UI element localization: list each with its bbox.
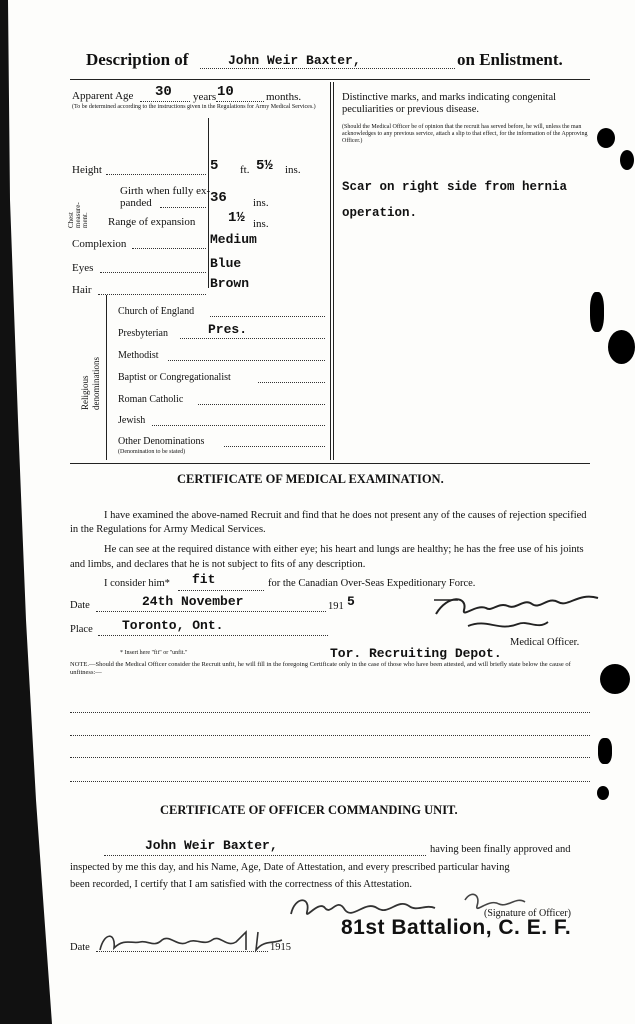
place-line: [98, 635, 328, 636]
medical-para-2: He can see at the required distance with either eye; his heart and lungs are healthy; he has the free use of his joints and limbs, and declares that he is not subject to fits of any description.: [70, 544, 584, 570]
date-line: [96, 611, 326, 612]
signature-of-officer-label: (Signature of Officer): [484, 908, 572, 919]
religion-line-3: [258, 382, 325, 383]
punch-hole-4: [608, 330, 635, 364]
complexion-value: Medium: [210, 232, 257, 247]
officer-date-label: Date: [70, 942, 90, 953]
religion-line-5: [152, 425, 325, 426]
range-ins-label: ins.: [253, 218, 269, 230]
apparent-age-label: Apparent Age: [72, 90, 134, 102]
age-years-value: 30: [155, 84, 172, 100]
recruit-name: John Weir Baxter,: [228, 53, 361, 68]
religion-line-1: [180, 338, 325, 339]
for-the-force: for the Canadian Over-Seas Expeditionary Force.: [268, 578, 476, 589]
punch-hole-6: [598, 738, 612, 764]
marks-line-1: Scar on right side from hernia: [342, 180, 568, 194]
hair-value: Brown: [210, 276, 250, 291]
range-label: Range of expansion: [108, 216, 196, 228]
complexion-line: [132, 248, 206, 249]
unfit-line-3: [70, 757, 590, 758]
medical-certificate-title: CERTIFICATE OF MEDICAL EXAMINATION.: [177, 472, 444, 486]
girth-value: 36: [210, 190, 227, 206]
section-rule: [70, 463, 590, 464]
place-value: Toronto, Ont.: [122, 618, 224, 633]
officer-date-line: [96, 951, 268, 952]
battalion-stamp: 81st Battalion, C. E. F.: [341, 916, 572, 939]
exam-date-value: 24th November: [142, 594, 244, 609]
religious-label: Religious denominations: [80, 357, 101, 410]
religion-methodist: Methodist: [118, 350, 159, 361]
place-label: Place: [70, 624, 93, 635]
marks-line-2: operation.: [342, 206, 418, 220]
unfit-line-4: [70, 781, 590, 782]
height-ins-label: ins.: [285, 164, 301, 176]
years-label: years: [193, 91, 217, 103]
religion-line-0: [210, 316, 325, 317]
girth-ins-label: ins.: [253, 197, 269, 209]
distinctive-marks-label: Distinctive marks, and marks indicating congenital peculiarities or previous disease.: [342, 92, 557, 115]
eyes-value: Blue: [210, 256, 242, 271]
medical-officer-signature: [428, 584, 608, 640]
punch-hole-1: [597, 128, 615, 148]
age-months-value: 10: [217, 84, 234, 100]
scan-shadow-left: [0, 0, 60, 1024]
religion-other: Other Denominations: [118, 436, 205, 447]
religion-jewish: Jewish: [118, 415, 146, 426]
year-digit: 5: [347, 594, 355, 609]
eyes-line: [100, 272, 206, 273]
religion-presbyterian-value: Pres.: [208, 322, 248, 337]
center-divider: [330, 82, 331, 460]
girth-label-1: Girth when fully ex-: [120, 185, 211, 197]
year-prefix: 191: [328, 601, 344, 612]
name-dotted-line: [200, 68, 455, 69]
girth-line: [160, 207, 206, 208]
unfit-line-2: [70, 735, 590, 736]
officer-recruit-name: John Weir Baxter,: [145, 838, 278, 853]
consider-label: I consider him*: [104, 578, 170, 589]
hair-label: Hair: [72, 284, 92, 296]
depot-value: Tor. Recruiting Depot.: [330, 646, 502, 661]
officer-date-year: 1915: [270, 942, 291, 953]
description-of-label: Description of: [86, 50, 189, 69]
officer-para-part3: been recorded, I certify that I am satisfied with the correctness of this Attestation.: [70, 879, 413, 890]
religion-baptist: Baptist or Congregationalist: [118, 372, 231, 383]
officer-name-line: [104, 855, 426, 856]
fit-value: fit: [192, 572, 216, 587]
officer-certificate-title: CERTIFICATE OF OFFICER COMMANDING UNIT.: [160, 803, 458, 817]
ft-label: ft.: [240, 164, 250, 176]
unfit-note: NOTE.—Should the Medical Officer consider the Recruit unfit, he will fill in the foregoing Certificate only in the case of those who have been attested, and will briefly state below the cause of unfitness:—: [70, 661, 571, 676]
value-column-line: [208, 118, 209, 288]
religion-line-6: [224, 446, 325, 447]
religion-church-of-england: Church of England: [118, 306, 195, 317]
medical-officer-note: (Should the Medical Officer be of opinion that the recruit has served before, he will, unless the man acknowledges to any previous service, attach a slip to that effect, for the information of the Approving Officer.): [342, 124, 588, 144]
eyes-label: Eyes: [72, 262, 94, 274]
religion-line-4: [198, 404, 325, 405]
complexion-label: Complexion: [72, 238, 127, 250]
hair-line: [98, 294, 206, 295]
religion-line-2: [168, 360, 325, 361]
on-enlistment-label: on Enlistment.: [457, 50, 563, 69]
religion-bracket: [106, 295, 107, 460]
medical-officer-label: Medical Officer.: [510, 637, 580, 648]
age-note: (To be determined according to the instructions given in the Regulations for Army Medical Services.): [72, 104, 316, 110]
punch-hole-7: [597, 786, 609, 800]
months-label: months.: [266, 91, 302, 103]
punch-hole-5: [600, 664, 630, 694]
center-divider-2: [333, 82, 334, 460]
top-rule: [70, 79, 590, 80]
denomination-note: (Denomination to be stated): [118, 449, 186, 455]
officer-para-part1: having been finally approved and: [430, 844, 571, 855]
fit-line: [178, 590, 264, 591]
chest-label: Chest measure-ment.: [67, 202, 89, 228]
unfit-line-1: [70, 712, 590, 713]
religion-presbyterian: Presbyterian: [118, 328, 168, 339]
age-years-line: [140, 101, 190, 102]
medical-para-1: I have examined the above-named Recruit and find that he does not present any of the causes of rejection specified in the Regulations for Army Medical Services.: [70, 510, 587, 535]
punch-hole-3: [590, 292, 604, 332]
insert-note: * Insert here "fit" or "unfit.": [120, 650, 188, 656]
height-line: [106, 174, 206, 175]
height-ft-value: 5: [210, 158, 219, 174]
range-value: 1½: [228, 210, 245, 226]
height-ins-value: 5½: [256, 158, 273, 174]
punch-hole-2: [620, 150, 634, 170]
height-label: Height: [72, 164, 102, 176]
religion-roman-catholic: Roman Catholic: [118, 394, 184, 405]
officer-para-part2: inspected by me this day, and his Name, Age, Date of Attestation, and every prescribed particular having: [70, 862, 510, 873]
girth-label-2: panded: [120, 197, 152, 209]
date-label: Date: [70, 600, 90, 611]
age-months-line: [216, 101, 264, 102]
